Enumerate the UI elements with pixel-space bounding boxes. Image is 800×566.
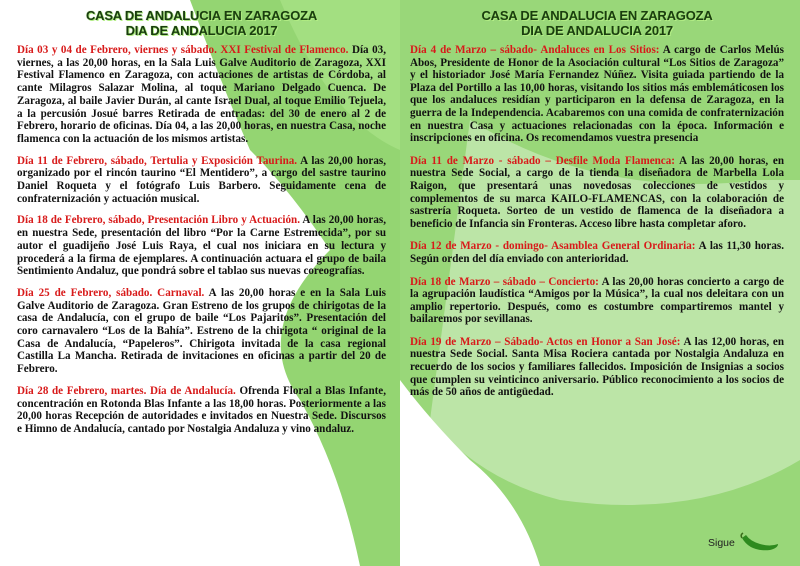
left-header bbox=[17, 8, 386, 38]
event-item bbox=[17, 44, 386, 146]
event-body: A las 11,30 horas. Según orden del día enviado con anterioridad. bbox=[410, 240, 784, 265]
event-item bbox=[17, 155, 386, 206]
event-body: A las 20,00 horas, organizado por el rincón taurino “El Mentidero”, a cargo del sastre taurino Daniel Roqueta y el fotógrafo Luis Barbero. Seguidamente cena de confraternización y actuación musical. bbox=[17, 154, 386, 205]
right-column bbox=[400, 0, 800, 566]
event-item bbox=[410, 336, 784, 399]
continue-label[interactable]: Sigue bbox=[708, 537, 735, 549]
event-heading: Día 19 de Marzo – Sábado- Actos en Honor a San José: bbox=[410, 335, 681, 348]
event-heading: Día 11 de Febrero, sábado, Tertulia y Exposición Taurina. bbox=[17, 154, 298, 167]
event-item bbox=[410, 240, 784, 265]
event-body: A las 20,00 horas, en nuestra Sede Social, a cargo de la tienda la diseñadora de Marbella Lola Raigon, que presentará unas novedosas colecciones de vestidos y complementos de su marca KAILO-FLAMENCAS, con la colaboración de sastrería Roqueta. Sorteo de un vestido de flamenca de la diseñadora a beneficio de Infancia sin Fronteras. Acceso libre hasta completar aforo. bbox=[410, 154, 784, 230]
event-item bbox=[410, 155, 784, 231]
right-header-subtitle: DIA DE ANDALUCIA 2017 bbox=[521, 23, 673, 38]
event-heading: Día 18 de Marzo – sábado – Concierto: bbox=[410, 275, 599, 288]
event-heading: Día 11 de Marzo - sábado – Desfile Moda Flamenca: bbox=[410, 154, 675, 167]
event-heading: Día 28 de Febrero, martes. Día de Andalucía. bbox=[17, 384, 236, 397]
event-heading: Día 25 de Febrero, sábado. Carnaval. bbox=[17, 286, 205, 299]
event-body: A las 12,00 horas, en nuestra Sede Social. Santa Misa Rociera cantada por Nostalgia Andaluza en recuerdo de los socios y familiares fallecidos. Imposición de Insignias a socios que cumplen su veinticinco aniversario. Público reconocimiento a los socios de más de 50 años de antigüedad. bbox=[410, 335, 784, 399]
event-body: A las 20,00 horas e en la Sala Luis Galve Auditorio de Zaragoza. Gran Estreno de los grupos de chirigotas de la casa de Andalucía, con el grupo de baile “Los Pajaritos”. Presentación del coro carnavalero “Los de la Bahía”. Estreno de la chirigota “ original de la Casa de Andalucía, “Papeleros”. Chirigota invitada de la casa regional Castilla La Mancha. Retirada de invitaciones en oficinas a partir del 20 de Febrero. bbox=[17, 286, 387, 376]
event-heading: Día 03 y 04 de Febrero, viernes y sábado. XXI Festival de Flamenco. bbox=[17, 44, 349, 56]
event-body: Día 03, viernes, a las 20,00 horas, en la Sala Luis Galve Auditorio de Zaragoza, XXI Festival Flamenco en Zaragoza, con actuaciones de artistas de Córdoba, al cante Milagros Salazar Molina, al toque Mariano Delgado Cuenca. De Zaragoza, al baile Javier Durán, al cante Israel Dual, al toque Emilio Tejuela, a la percusión Josué barres Retirada de entradas: del 30 de enero al 2 de Febrero, horario de oficinas. Día 04, a las 20,00 horas, en nuestra Casa, noche flamenca con la actuación de los mismos artistas. bbox=[17, 44, 386, 145]
right-header bbox=[410, 8, 784, 38]
event-heading: Día 4 de Marzo – sábado- Andaluces en Los Sitios: bbox=[410, 44, 660, 56]
event-body: Ofrenda Floral a Blas Infante, concentración en Rotonda Blas Infante a las 18,00 horas. Posteriormente a las 20,00 horas Recepción de autoridades e invitados en Nuestra Sede. Discursos e Himno de Andalucía, cantado por Nostalgia Andaluza y vino andaluz. bbox=[17, 384, 386, 435]
pepper-icon bbox=[740, 532, 780, 554]
event-item bbox=[17, 287, 386, 376]
event-body: A las 20,00 horas, en nuestra Sede, presentación del libro “Por la Carne Estremecida”, por su autor el guadijeño José Luis Raya, el cual nos iniciara en su lectura y procederá a la firma de ejemplares. A continuación actuara el grupo de baila Sentimiento Andaluz, que pondrá sobre el tablao sus nuevas coreografías. bbox=[17, 214, 386, 278]
event-body: A las 20,00 horas concierto a cargo de la agrupación laudística “Amigos por la Música”, la cual nos deleitara con un amplio repertorio. Después, como es costumbre compartiremos mantel y bailaremos por sevillanas. bbox=[410, 275, 784, 326]
event-body: A cargo de Carlos Melús Abos, Presidente de Honor de la Asociación cultural “Los Sitios de Zaragoza” y el historiador José María Fernandez Núñez. Visita guiada partiendo de la Plaza del Portillo a las 10,00 horas, visitando los sitios más emblemáticosen los que los andaluces residían y participaron en la defensa de Zaragoza, en la guerra de la Independencia. Acabaremos con una comida de confraternización en nuestra Casa y actuaciones relacionadas con la época. Información e inscripciones en oficina. Os recomendamos vuestra presencia bbox=[410, 44, 784, 145]
event-item bbox=[410, 276, 784, 326]
event-item bbox=[410, 44, 784, 145]
event-item bbox=[17, 214, 386, 278]
event-heading: Día 12 de Marzo - domingo- Asamblea General Ordinaria: bbox=[410, 240, 696, 253]
left-header-subtitle: DIA DE ANDALUCIA 2017 bbox=[125, 23, 278, 38]
left-header-title: CASA DE ANDALUCIA EN ZARAGOZA bbox=[85, 8, 318, 23]
right-header-title: CASA DE ANDALUCIA EN ZARAGOZA bbox=[481, 8, 713, 23]
event-item bbox=[17, 385, 386, 436]
event-heading: Día 18 de Febrero, sábado, Presentación Libro y Actuación. bbox=[17, 214, 300, 227]
